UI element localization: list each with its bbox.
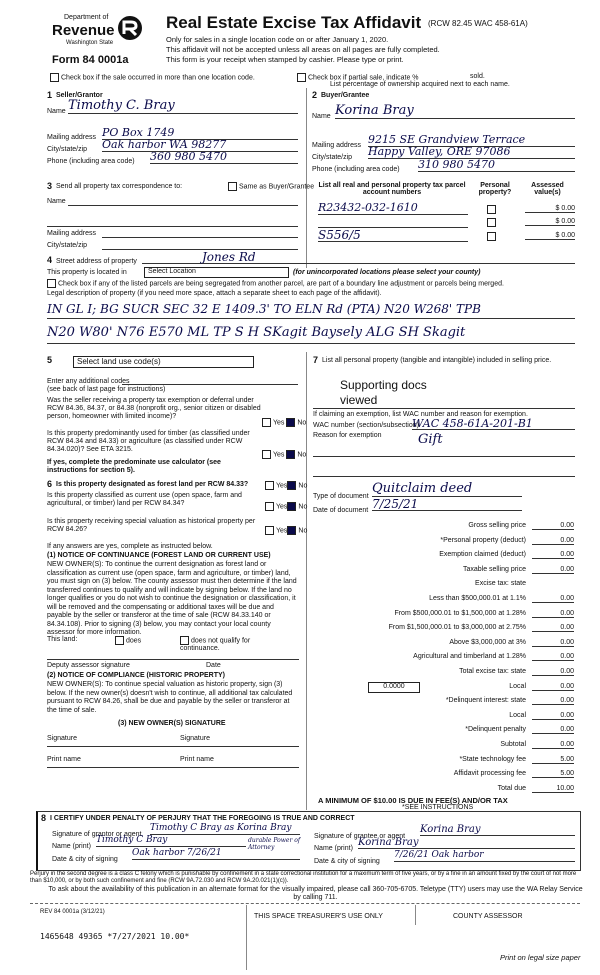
segregated-check[interactable]	[47, 279, 504, 288]
perjury-notice: Perjury in the second degree is a class C felony which is punishable by confinement in a state correctional institution for a maximum term of five years, or by a fine in an amount fixed by the court of not more than $10,000, or by both such confinement and fine (RCW 9A.72.030 and RCW 9A.20.021(1)(c)).	[30, 871, 577, 884]
fee-row	[312, 668, 574, 679]
sec5-q2: Is this property predominantly used for timber (as classified under RCW 84.34 and 84.33) or agriculture (as classified under RCW 84.34.020)? See ETA 3215.	[47, 430, 250, 453]
fee-row	[312, 566, 574, 577]
exemption-label: If claiming an exemption, list WAC number and reason for exemption.	[313, 411, 528, 418]
buyer-phone-label: Phone (including area code)	[312, 166, 400, 173]
buyer-name-label: Name	[312, 113, 331, 120]
fee-label: *Delinquent penalty	[465, 726, 526, 734]
sig3-sig-label1: Signature	[47, 735, 77, 742]
fee-label: Total due	[497, 784, 526, 792]
checkbox-checked-icon[interactable]	[287, 526, 296, 535]
fee-label: Local	[509, 682, 526, 690]
sec3-label: Send all property tax correspondence to:	[56, 183, 183, 190]
sec3-mailing-field[interactable]	[102, 228, 298, 238]
multi-location-check[interactable]	[50, 73, 255, 82]
partial-sale-label: Check box if partial sale, indicate %	[308, 74, 419, 82]
fee-row	[312, 551, 574, 562]
sig3-print-line[interactable]	[47, 766, 299, 768]
fee-row	[312, 595, 574, 606]
wac-label: WAC number (section/subsection)	[313, 422, 419, 429]
fee-value[interactable]: 0.00	[532, 537, 574, 545]
sig3-title: (3) NEW OWNER(S) SIGNATURE	[118, 720, 226, 727]
legal-label: Legal description of property (if you need more space, attach a separate sheet to each page of the affidavit).	[47, 290, 382, 297]
deputy-label: Deputy assessor signature	[47, 662, 130, 669]
sold-label: sold.	[470, 73, 485, 80]
fee-row	[312, 580, 574, 591]
does-label: does	[126, 637, 142, 645]
date-city-grantee-label: Date & city of signing	[314, 858, 380, 865]
segregated-label: Check box if any of the listed parcels are being segregated from another parcel, are part of a boundary line adjustment or parcels being merged.	[58, 280, 504, 288]
seller-city[interactable]: Oak harbor WA 98277	[102, 138, 298, 152]
no-label: No	[297, 451, 307, 459]
buyer-section-num: 2	[312, 90, 318, 100]
notice2-text: NEW OWNER(S): To continue special valuation as historic property, sign (3) below. If the new owner(s) doesn't wish to continue, all additional tax calculated pursuant to RCW 84.26, shall be due and payable by the seller or transferor at the time of sale.	[47, 681, 293, 714]
sec7-label: List all personal property (tangible and intangible) included in selling price.	[322, 357, 552, 364]
assessed-value[interactable]: $ 0.00	[525, 232, 575, 240]
fee-value[interactable]: 0.00	[532, 726, 574, 734]
sig3-sig-line[interactable]	[47, 745, 299, 747]
sig-grantor-label: Signature of grantor or agent	[52, 831, 142, 838]
checkbox-icon[interactable]	[180, 636, 189, 645]
this-land-label: This land:	[47, 636, 78, 643]
fee-value[interactable]: 0.00	[532, 639, 574, 647]
parcel-number[interactable]: S556/5	[318, 228, 468, 242]
sig3-sig-label2: Signature	[180, 735, 210, 742]
fee-label: Less than $500,000.01 at 1.1%	[429, 595, 526, 602]
fee-row	[312, 537, 574, 548]
sec3-name-label: Name	[47, 198, 66, 205]
buyer-mailing-label: Mailing address	[312, 142, 362, 149]
fee-row	[312, 741, 574, 752]
dept-line1: Department of	[64, 14, 109, 21]
reason-label: Reason for exemption	[313, 432, 382, 439]
assessed-value[interactable]: $ 0.00	[525, 218, 575, 226]
name-print-grantor-label: Name (print)	[52, 843, 91, 850]
fee-row	[312, 756, 574, 767]
seller-phone-label: Phone (including area code)	[47, 158, 135, 165]
fee-label: From $500,000.01 to $1,500,000 at 1.28%	[394, 609, 526, 617]
sec8-num: 8	[41, 813, 47, 823]
fee-label: Taxable selling price	[462, 565, 526, 573]
fee-value[interactable]: 0.00	[532, 624, 574, 632]
checkbox-icon[interactable]	[262, 418, 271, 427]
sec7-num: 7	[313, 355, 319, 365]
parcel-col1: List all real and personal property tax parcel account numbers	[318, 182, 466, 196]
checkbox-icon[interactable]	[228, 182, 237, 191]
assessed-value[interactable]: $ 0.00	[525, 205, 575, 213]
sec6-q2-answer[interactable]	[265, 502, 307, 511]
personal-property-checkbox-icon[interactable]	[487, 205, 496, 214]
multi-location-label: Check box if the sale occurred in more than one location code.	[61, 74, 255, 82]
yes-label: Yes	[273, 451, 285, 459]
parcel-number[interactable]	[318, 216, 468, 228]
reason-line2	[313, 475, 575, 477]
fee-row	[312, 712, 574, 723]
print-legal-note: Print on legal size paper	[500, 953, 581, 962]
section8	[36, 811, 581, 871]
yes-label: Yes	[273, 419, 285, 427]
sec4-street[interactable]: Jones Rd	[142, 250, 575, 264]
fee-value[interactable]: 0.00	[532, 566, 574, 574]
doc-type[interactable]: Quitclaim deed	[372, 481, 522, 497]
sec8-certify: I CERTIFY UNDER PENALTY OF PERJURY THAT THE FOREGOING IS TRUE AND CORRECT	[50, 815, 355, 822]
sec4-located: This property is located in	[47, 269, 127, 276]
fee-row	[312, 697, 574, 708]
buyer-city[interactable]: Happy Valley, ORE 97086	[368, 145, 575, 159]
checkbox-icon[interactable]	[265, 481, 274, 490]
fee-row	[312, 726, 574, 737]
seller-city-label: City/state/zip	[47, 146, 88, 153]
no-label: No	[298, 527, 308, 535]
sec5-q1: Was the seller receiving a property tax exemption or deferral under RCW 84.36, 84.37, or 84.38 (nonprofit org., senior citizen or disabled person, homeowner with limited income)?	[47, 397, 261, 420]
date-city-grantor[interactable]: Oak harbor 7/26/21	[132, 848, 300, 860]
sec4-street-label: Street address of property	[56, 258, 137, 265]
dept-logo	[52, 14, 162, 70]
fee-value[interactable]: 10.00	[532, 785, 574, 793]
checkbox-icon[interactable]	[50, 73, 59, 82]
checkbox-icon[interactable]	[115, 636, 124, 645]
form-rcw: (RCW 82.45 WAC 458-61A)	[428, 19, 528, 28]
checkbox-icon[interactable]	[265, 502, 274, 511]
fee-label: Excise tax: state	[475, 580, 526, 588]
sec3-same-label: Same as Buyer/Grantee	[239, 183, 315, 191]
fee-value[interactable]: 5.00	[532, 770, 574, 778]
fee-value[interactable]: 0.00	[532, 741, 574, 749]
seller-heading: Seller/Grantor	[56, 92, 103, 99]
fee-row	[312, 639, 574, 650]
sec5-q1-answer[interactable]	[262, 418, 306, 427]
fee-value[interactable]: 0.00	[532, 595, 574, 603]
doc-date-label: Date of document	[313, 507, 369, 514]
seller-name[interactable]: Timothy C. Bray	[68, 98, 298, 114]
does-not-label: does not qualify for continuance.	[180, 637, 251, 653]
header-note2: This affidavit will not be accepted unless all areas on all pages are fully completed.	[166, 45, 440, 54]
sec5-q3: If yes, complete the predominate use calculator (see instructions for section 5).	[47, 459, 221, 474]
checkbox-icon[interactable]	[297, 73, 306, 82]
buyer-city-label: City/state/zip	[312, 154, 353, 161]
sec3-same-check[interactable]	[228, 182, 314, 191]
name-print-grantee-label: Name (print)	[314, 845, 353, 852]
fee-value[interactable]: 0.00	[532, 551, 574, 559]
receipt-stamp: 1465648 49365 *7/27/2021 10.00*	[40, 932, 190, 941]
sec6-q1-answer[interactable]	[265, 481, 307, 490]
fee-value[interactable]: 0.00	[532, 668, 574, 676]
checkbox-checked-icon[interactable]	[286, 450, 295, 459]
sec6-q3-answer[interactable]	[265, 526, 307, 535]
treasurer-use: THIS SPACE TREASURER'S USE ONLY	[254, 913, 383, 920]
checkbox-icon[interactable]	[262, 450, 271, 459]
does-check[interactable]	[115, 636, 141, 645]
name-print-grantee[interactable]: Korina Bray	[358, 837, 575, 849]
personal-property-line	[313, 407, 575, 409]
header-note3: This form is your receipt when stamped by cashier. Please type or print.	[166, 55, 404, 64]
personal-property-checkbox-icon[interactable]	[487, 218, 496, 227]
seller-mailing-label: Mailing address	[47, 134, 97, 141]
fee-label: Agricultural and timberland at 1.28%	[413, 653, 526, 661]
see-back-label: (see back of last page for instructions)	[47, 386, 166, 393]
seller-mailing[interactable]: PO Box 1749	[102, 126, 298, 140]
sec5-q2-answer[interactable]	[262, 450, 306, 459]
location-select[interactable]: Select Location	[144, 267, 289, 278]
yes-label: Yes	[276, 482, 288, 490]
sig3-print-label2: Print name	[180, 756, 214, 763]
notice2-title: (2) NOTICE OF COMPLIANCE (HISTORIC PROPERTY)	[47, 672, 225, 679]
fee-row	[312, 610, 574, 621]
personal-property-checkbox-icon[interactable]	[487, 232, 496, 241]
checkbox-checked-icon[interactable]	[286, 418, 295, 427]
sec3-city-label: City/state/zip	[47, 242, 88, 249]
location-note: (for unincorporated locations please select your county)	[293, 269, 481, 276]
reason-value[interactable]: Gift	[418, 432, 443, 447]
accessibility-notice: To ask about the availability of this publication in an alternate format for the visually impaired, please call 360-705-6705. Teletype (TTY) users may use the WA Relay Service by calling 711.	[48, 886, 583, 901]
seller-phone[interactable]: 360 980 5470	[150, 150, 298, 164]
yes-label: Yes	[276, 527, 288, 535]
revenue-logo-icon	[116, 14, 144, 42]
fee-label: Exemption claimed (deduct)	[439, 551, 526, 559]
wac-number[interactable]: WAC 458-61A-201-B1	[412, 417, 575, 430]
parcel-col3: Assessed value(s)	[531, 182, 564, 196]
notice1-text: NEW OWNER(S): To continue the current designation as forest land or classification as current use (open space, farm and agriculture, or timber) land, you must sign on (3) below. The county assessor must then determine if the land transferred continues to qualify and will indicate by signing below. If the land no longer qualifies or you do not wish to continue the designation or classification, it will be removed and the compensating or additional taxes will be due and payable by the seller or transferor at the time of sale (RCW 84.33.140 or 84.34.108). Prior to signing (3) below, you may contact your local county assessor for more information.	[47, 561, 297, 636]
date-city-grantor-label: Date & city of signing	[52, 856, 118, 863]
checkbox-icon[interactable]	[265, 526, 274, 535]
fee-row	[312, 770, 574, 781]
no-label: No	[298, 503, 308, 511]
county-assessor: COUNTY ASSESSOR	[453, 913, 523, 920]
form-title: Real Estate Excise Tax Affidavit	[166, 13, 422, 32]
rev-number: REV 84 0001a (3/12/21)	[40, 909, 105, 915]
deputy-sig-line[interactable]	[47, 658, 299, 660]
dept-line2: Revenue	[52, 22, 115, 39]
sec6-q2: Is this property classified as current use (open space, farm and agricultural, or timber) land per RCW 84.34?	[47, 492, 242, 507]
fee-label: Subtotal	[500, 741, 526, 748]
fee-value[interactable]: 0.00	[532, 522, 574, 530]
additional-codes-field[interactable]	[122, 376, 298, 385]
notice1-title: (1) NOTICE OF CONTINUANCE (FOREST LAND OR CURRENT USE)	[47, 552, 271, 559]
doc-date[interactable]: 7/25/21	[372, 497, 522, 511]
sig-grantor[interactable]: Timothy C Bray as Korina Bray	[150, 823, 300, 835]
see-instructions: *SEE INSTRUCTIONS	[402, 804, 474, 811]
dashed-divider	[30, 903, 580, 904]
fee-value[interactable]: 0.00	[532, 712, 574, 720]
poa-note: durable Power of Attorney	[248, 837, 301, 851]
seller-name-label: Name	[47, 108, 66, 115]
sig-grantee-label: Signature of grantee or agent	[314, 833, 406, 840]
fee-label: *State technology fee	[459, 755, 526, 763]
fee-row	[312, 653, 574, 664]
sec3-mailing-label: Mailing address	[47, 230, 97, 237]
fee-row	[312, 522, 574, 533]
yes-label: Yes	[276, 503, 288, 511]
fee-value[interactable]: 5.00	[532, 756, 574, 764]
fee-row	[312, 624, 574, 635]
fee-row	[312, 683, 574, 694]
no-label: No	[297, 419, 307, 427]
sec6-q4: If any answers are yes, complete as instructed below.	[47, 543, 213, 550]
legal-desc-line1[interactable]: IN GL I; BG SUCR SEC 32 E 1409.3' TO ELN Rd (PTA) N20 W268' TPB	[47, 302, 575, 319]
minimum-note: A MINIMUM OF $10.00 IS DUE IN FEE(S) AND/OR TAX	[318, 796, 508, 805]
fee-value[interactable]: 0.00	[532, 683, 574, 691]
dept-line3: Washington State	[66, 40, 114, 46]
fee-label: From $1,500,000.01 to $3,000,000 at 2.75%	[388, 624, 526, 632]
sec3-city-field[interactable]	[102, 240, 298, 250]
no-label: No	[298, 482, 308, 490]
additional-codes-label: Enter any additional codes	[47, 378, 130, 385]
legal-desc-line2[interactable]: N20 W80' N76 E570 ML TP S H SKagit Baysely ALG SH Skagit	[47, 325, 575, 344]
date-city-grantee[interactable]: 7/26/21 Oak harbor	[394, 850, 575, 862]
sec6-num: 6	[47, 479, 53, 489]
checkbox-icon[interactable]	[47, 279, 56, 288]
fee-label: Affidavit processing fee	[453, 770, 526, 778]
buyer-phone[interactable]: 310 980 5470	[418, 158, 575, 172]
checkbox-checked-icon[interactable]	[287, 502, 296, 511]
sig-grantee[interactable]: Korina Bray	[420, 824, 575, 836]
fee-label: Above $3,000,000 at 3%	[449, 638, 526, 646]
deputy-date-label: Date	[206, 662, 221, 669]
doc-type-label: Type of document	[313, 493, 369, 500]
fee-label: Total excise tax: state	[459, 668, 526, 675]
fee-label: *Delinquent interest: state	[445, 697, 526, 705]
personal-property-list[interactable]: Supporting docs viewed	[340, 378, 427, 407]
local-rate-input[interactable]: 0.0000	[368, 682, 420, 693]
checkbox-checked-icon[interactable]	[287, 481, 296, 490]
header-note1: Only for sales in a single location code on or after January 1, 2020.	[166, 35, 389, 44]
sec4-num: 4	[47, 255, 53, 265]
percentage-label: List percentage of ownership acquired next to each name.	[330, 81, 510, 88]
sec3-name-field2[interactable]	[47, 217, 298, 227]
fee-value[interactable]: 0.00	[532, 610, 574, 618]
sec3-name-field[interactable]	[68, 196, 298, 206]
sec6-q1: Is this property designated as forest land per RCW 84.33?	[56, 481, 249, 488]
parcel-number[interactable]: R23432-032-1610	[318, 201, 468, 215]
fee-row	[312, 785, 574, 796]
parcel-col2: Personal property?	[478, 182, 512, 196]
name-print-grantor[interactable]: Timothy C Bray	[96, 835, 246, 847]
sig3-print-label1: Print name	[47, 756, 81, 763]
form-number: Form 84 0001a	[52, 54, 129, 66]
buyer-name[interactable]: Korina Bray	[335, 103, 575, 119]
sec5-num: 5	[47, 355, 53, 365]
buyer-mailing[interactable]: 9215 SE Grandview Terrace	[368, 133, 575, 147]
buyer-heading: Buyer/Grantee	[321, 92, 370, 99]
does-not-check[interactable]	[180, 636, 290, 653]
reason-line1	[313, 455, 575, 457]
seller-section-num: 1	[47, 90, 53, 100]
sec6-q3: Is this property receiving special valuation as historical property per RCW 84.26?	[47, 518, 256, 533]
fee-value[interactable]: 0.00	[532, 697, 574, 705]
fee-label: *Personal property (deduct)	[440, 536, 526, 544]
fee-label: Local	[509, 711, 526, 719]
land-use-select[interactable]: Select land use code(s)	[73, 356, 254, 368]
fee-label: Gross selling price	[468, 522, 526, 529]
sec3-num: 3	[47, 181, 53, 191]
fee-value[interactable]: 0.00	[532, 653, 574, 661]
